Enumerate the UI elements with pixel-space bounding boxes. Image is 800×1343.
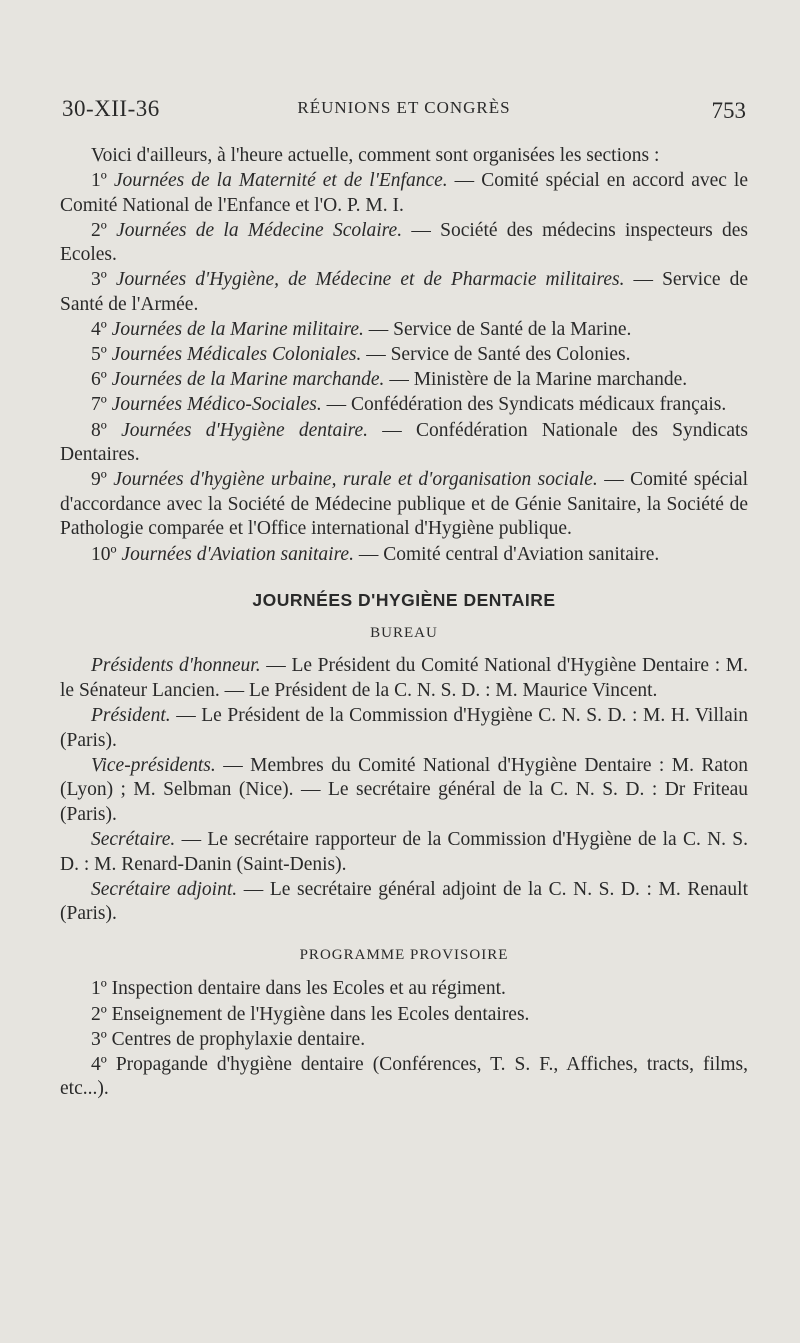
section-title: Journées d'Hygiène dentaire. (121, 419, 369, 441)
bureau-text: — Le Président du Comité National d'Hygiène Dentaire : M. le Sénateur Lancien. — Le Président de la C. N. S. D. : M. Maurice Vincent. (60, 655, 749, 701)
section-title: Journées de la Marine militaire. (111, 319, 364, 341)
programme-text: Inspection dentaire dans les Ecoles et au régiment. (111, 978, 506, 1000)
header-title: RÉUNIONS ET CONGRÈS (297, 98, 511, 117)
bureau-heading: BUREAU (370, 624, 438, 641)
section-item (60, 468, 748, 542)
programme-number: 3º (91, 1028, 107, 1050)
bureau-list (60, 654, 748, 927)
running-header (62, 94, 746, 128)
section-title: Journées d'Hygiène, de Médecine et de Pharmacie militaires. (115, 269, 625, 291)
section-number: 8º (91, 419, 107, 441)
programme-number: 4º (91, 1053, 107, 1075)
section-text: — Confédération des Syndicats médicaux français. (326, 394, 727, 416)
programme-text: Propagande d'hygiène dentaire (Conférences, T. S. F., Affiches, tracts, films, etc...). (60, 1053, 748, 1100)
section-text: — Société des médecins inspecteurs des Ecoles. (60, 219, 748, 266)
sections-list (60, 169, 748, 567)
page-body (60, 144, 748, 1102)
bureau-role: Président. (91, 704, 171, 726)
section-number: 5º (91, 344, 107, 366)
section-title: Journées de la Marine marchande. (111, 369, 385, 391)
section-item (60, 419, 748, 468)
dental-section-title: JOURNÉES D'HYGIÈNE DENTAIRE (252, 590, 556, 611)
section-number: 2º (91, 219, 107, 241)
section-text: — Comité central d'Aviation sanitaire. (358, 543, 660, 565)
programme-heading: PROGRAMME PROVISOIRE (299, 946, 509, 963)
section-item (60, 318, 748, 343)
bureau-item (60, 828, 748, 877)
section-text: — Comité spécial en accord avec le Comité National de l'Enfance et l'O. P. M. I. (60, 170, 748, 216)
bureau-text: — Le Président de la Commission d'Hygiène C. N. S. D. : M. H. Villain (Paris). (60, 704, 748, 751)
section-item (60, 219, 748, 268)
section-number: 1º (91, 170, 107, 192)
programme-text: Centres de prophylaxie dentaire. (111, 1028, 366, 1050)
section-title: Journées d'Aviation sanitaire. (121, 543, 354, 565)
section-number: 6º (91, 369, 107, 391)
section-item (60, 343, 748, 368)
intro-paragraph: Voici d'ailleurs, à l'heure actuelle, comment sont organisées les sections : (91, 145, 660, 166)
section-item (60, 169, 748, 218)
section-text: — Ministère de la Marine marchande. (389, 369, 688, 391)
section-title: Journées de la Maternité et de l'Enfance. (113, 170, 448, 192)
section-number: 7º (91, 394, 107, 416)
bureau-text: — Membres du Comité National d'Hygiène Dentaire : M. Raton (Lyon) ; M. Selbman (Nice). — Le secrétaire général de la C. N. S. D. : Dr Friteau (Paris). (60, 754, 749, 825)
bureau-text: — Le secrétaire rapporteur de la Commission d'Hygiène de la C. N. S. D. : M. Renard-Danin (Saint-Denis). (60, 828, 749, 875)
page-number: 753 (711, 98, 746, 123)
programme-item (60, 977, 748, 1002)
section-number: 10º (91, 543, 117, 565)
section-title: Journées d'hygiène urbaine, rurale et d'organisation sociale. (113, 469, 598, 491)
section-item (60, 543, 748, 568)
bureau-item (60, 704, 748, 753)
section-text: — Service de Santé des Colonies. (366, 344, 631, 366)
bureau-role: Secrétaire adjoint. (91, 878, 238, 900)
section-text: — Comité spécial d'accordance avec la Société de Médecine publique et de Génie Sanitaire, la Société de Pathologie comparée et l'Office international d'Hygiène publique. (60, 469, 749, 540)
section-title: Journées Médico-Sociales. (111, 394, 322, 416)
programme-text: Enseignement de l'Hygiène dans les Ecoles dentaires. (111, 1003, 530, 1025)
section-title: Journées Médicales Coloniales. (111, 344, 362, 366)
bureau-item (60, 878, 748, 927)
section-text: — Service de Santé de l'Armée. (60, 269, 748, 316)
programme-number: 2º (91, 1003, 107, 1025)
section-title: Journées de la Médecine Scolaire. (116, 219, 403, 241)
programme-number: 1º (91, 978, 107, 1000)
bureau-text: — Le secrétaire général adjoint de la C. N. S. D. : M. Renault (Paris). (60, 878, 748, 925)
section-number: 4º (91, 319, 107, 341)
bureau-role: Présidents d'honneur. (91, 655, 261, 677)
section-number: 9º (91, 469, 107, 491)
programme-item (60, 1028, 748, 1053)
bureau-item (60, 654, 748, 703)
section-text: — Service de Santé de la Marine. (368, 319, 632, 341)
bureau-role: Vice-présidents. (91, 754, 216, 776)
programme-item (60, 1053, 748, 1102)
section-item (60, 368, 748, 393)
programme-item (60, 1003, 748, 1028)
section-text: — Confédération Nationale des Syndicats Dentaires. (60, 419, 749, 466)
header-date: 30-XII-36 (62, 96, 160, 121)
section-item (60, 268, 748, 317)
bureau-item (60, 754, 748, 828)
programme-list (60, 977, 748, 1101)
section-item (60, 393, 748, 418)
section-number: 3º (91, 269, 107, 291)
bureau-role: Secrétaire. (91, 828, 176, 850)
